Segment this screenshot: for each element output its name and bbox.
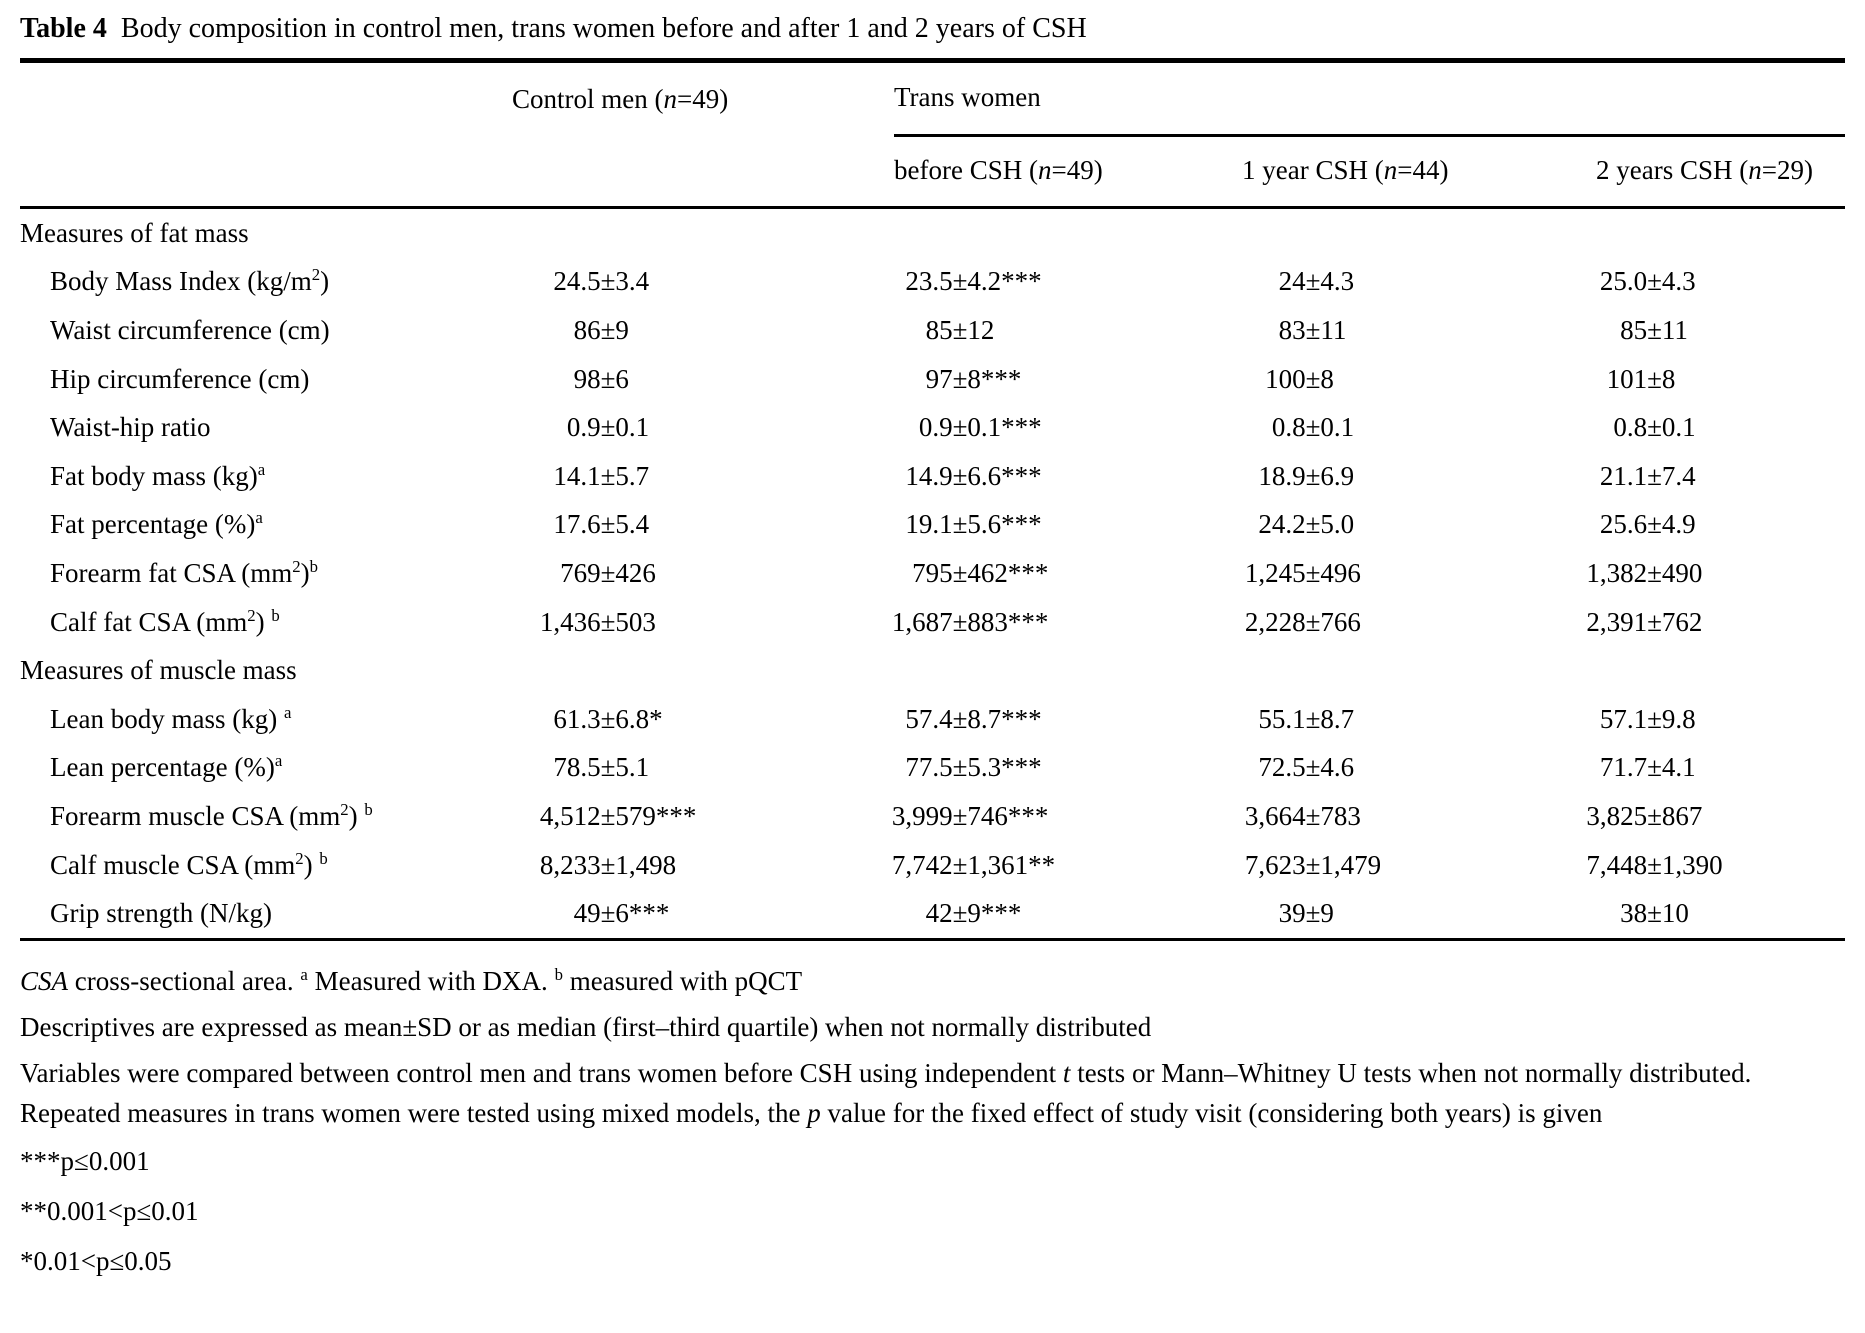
table-row-lean-body-mass <box>20 695 1845 744</box>
value-2-years: 38 ± 10 <box>1620 898 1689 929</box>
footnote-descriptives: Descriptives are expressed as mean±SD or as median (first–third quartile) when not normally distributed <box>20 1011 1152 1042</box>
value-before-csh: 77.5 ± 5.3*** <box>905 752 1042 783</box>
value-control: 61.3 ± 6.8* <box>553 703 663 734</box>
column-header-1-year-csh: 1 year CSH (n=44) <box>1242 155 1449 185</box>
value-1-year: 55.1 ± 8.7 <box>1258 703 1355 734</box>
value-control: 769 ± 426 <box>560 557 656 588</box>
value-before-csh: 85 ± 12 <box>925 314 995 345</box>
value-2-years: 85 ± 11 <box>1620 314 1688 345</box>
value-before-csh: 19.1 ± 5.6*** <box>905 509 1042 540</box>
value-control: 1,436 ± 503 <box>539 606 656 637</box>
value-1-year: 83 ± 11 <box>1278 314 1347 345</box>
value-1-year: 1,245 ± 496 <box>1244 557 1361 588</box>
value-1-year: 2,228 ± 766 <box>1244 606 1361 637</box>
value-control: 17.6 ± 5.4 <box>553 509 650 540</box>
value-1-year: 18.9 ± 6.9 <box>1258 460 1355 491</box>
value-2-years: 1,382 ± 490 <box>1586 557 1703 588</box>
column-header-2-years-csh: 2 years CSH (n=29) <box>1596 155 1813 185</box>
value-control: 8,233 ± 1,498 <box>539 849 677 880</box>
value-before-csh: 42 ± 9*** <box>925 898 1022 929</box>
value-1-year: 24.2 ± 5.0 <box>1258 509 1355 540</box>
row-label: Fat percentage (%)$^a$ <box>50 508 263 540</box>
table-body <box>20 209 1845 938</box>
section-row-muscle-mass <box>20 646 1845 695</box>
value-2-years: 21.1 ± 7.4 <box>1599 460 1696 491</box>
value-before-csh: 0.9 ± 0.1*** <box>918 412 1042 443</box>
value-1-year: 3,664 ± 783 <box>1244 800 1361 831</box>
table-row-waist-hip-ratio <box>20 403 1845 452</box>
footnote-sig-1star: *0.01<p≤0.05 <box>20 1245 172 1276</box>
value-control: 4,512 ± 579*** <box>539 800 697 831</box>
table-row-lean-percentage <box>20 744 1845 793</box>
footnote-statistics: Variables were compared between control men and trans women before CSH using independent t tests or Mann–Whitney U tests when not normally distributed. Repeated measures in trans women were tested using mixed models, the p value for the fixed effect of study visit (considering both years) is given <box>20 1057 1759 1128</box>
value-control: 14.1 ± 5.7 <box>553 460 650 491</box>
table-row-forearm-fat-csa <box>20 549 1845 598</box>
section-label: Measures of muscle mass <box>20 655 297 686</box>
row-label: Forearm muscle CSA $(mm^2)$ $^b$ <box>50 799 373 831</box>
value-2-years: 0.8 ± 0.1 <box>1613 412 1696 443</box>
section-row-fat-mass <box>20 209 1845 258</box>
footnote-sig-2stars: **0.001<p≤0.01 <box>20 1195 199 1226</box>
row-label: Lean percentage (%)$^a$ <box>50 751 283 783</box>
header-row-sub <box>20 135 1845 206</box>
value-2-years: 2,391 ± 762 <box>1586 606 1703 637</box>
value-1-year: 7,623 ± 1,479 <box>1244 849 1382 880</box>
value-control: 0.9 ± 0.1 <box>566 412 650 443</box>
row-label: Body Mass Index $(kg/m^2)$ <box>50 265 330 297</box>
table-row-hip <box>20 355 1845 404</box>
row-label: Fat body mass (kg)$^a$ <box>50 459 266 491</box>
value-1-year: 100 ± 8 <box>1265 363 1334 394</box>
value-control: 78.5 ± 5.1 <box>553 752 650 783</box>
row-label: Grip strength (N/kg) <box>50 898 272 929</box>
value-before-csh: 23.5 ± 4.2*** <box>905 266 1042 297</box>
value-before-csh: 795 ± 462*** <box>912 557 1049 588</box>
value-control: 24.5 ± 3.4 <box>553 266 650 297</box>
value-1-year: 39 ± 9 <box>1278 898 1334 929</box>
value-control: 49 ± 6*** <box>573 898 670 929</box>
value-2-years: 25.0 ± 4.3 <box>1599 266 1696 297</box>
value-before-csh: 14.9 ± 6.6*** <box>905 460 1042 491</box>
value-before-csh: 7,742 ± 1,361** <box>891 849 1056 880</box>
section-label: Measures of fat mass <box>20 217 249 248</box>
table-row-calf-muscle-csa <box>20 841 1845 890</box>
column-header-control-men: Control men (n=49) <box>512 83 729 114</box>
column-header-before-csh: before CSH (n=49) <box>894 155 1103 185</box>
footnote-sig-3stars: ***p≤0.001 <box>20 1145 150 1176</box>
value-2-years: 7,448 ± 1,390 <box>1586 849 1723 880</box>
footnote-abbreviations: CSA cross-sectional area. $^a$ Measured with DXA. $^b$ measured with pQCT <box>20 964 803 996</box>
table-row-grip-strength <box>20 889 1845 938</box>
value-before-csh: 97 ± 8*** <box>925 363 1022 394</box>
row-label: Hip circumference (cm) <box>50 363 310 394</box>
value-1-year: 0.8 ± 0.1 <box>1271 412 1355 443</box>
footnotes <box>20 941 1845 1283</box>
value-1-year: 24 ± 4.3 <box>1278 266 1355 297</box>
value-control: 86 ± 9 <box>573 314 629 345</box>
table-caption: Table 4 Body composition in control men, trans women before and after 1 and 2 years of CSH <box>20 13 1087 44</box>
table-row-fat-body-mass <box>20 452 1845 501</box>
value-2-years: 57.1 ± 9.8 <box>1599 703 1696 734</box>
table-row-forearm-muscle-csa <box>20 792 1845 841</box>
row-label: Lean body mass (kg) $^a$ <box>50 702 292 734</box>
value-before-csh: 1,687 ± 883*** <box>891 606 1049 637</box>
header-row-group <box>20 63 1845 135</box>
value-2-years: 25.6 ± 4.9 <box>1599 509 1696 540</box>
table-row-calf-fat-csa <box>20 598 1845 647</box>
value-control: 98 ± 6 <box>573 363 629 394</box>
column-group-header-trans-women: Trans women <box>894 62 1845 137</box>
row-label: Forearm fat CSA $(mm^2)^b$ <box>50 556 318 588</box>
value-2-years: 101 ± 8 <box>1606 363 1676 394</box>
table-row-bmi <box>20 258 1845 307</box>
value-2-years: 3,825 ± 867 <box>1586 800 1703 831</box>
row-label: Calf fat CSA $(mm^2)$ $^b$ <box>50 605 280 637</box>
table-row-waist <box>20 306 1845 355</box>
row-label: Waist-hip ratio <box>50 412 211 443</box>
row-label: Waist circumference (cm) <box>50 314 330 345</box>
value-before-csh: 3,999 ± 746*** <box>891 800 1049 831</box>
value-before-csh: 57.4 ± 8.7*** <box>905 703 1042 734</box>
value-2-years: 71.7 ± 4.1 <box>1599 752 1696 783</box>
table-row-fat-percentage <box>20 501 1845 550</box>
value-1-year: 72.5 ± 4.6 <box>1258 752 1355 783</box>
row-label: Calf muscle CSA $(mm^2)$ $^b$ <box>50 848 328 880</box>
